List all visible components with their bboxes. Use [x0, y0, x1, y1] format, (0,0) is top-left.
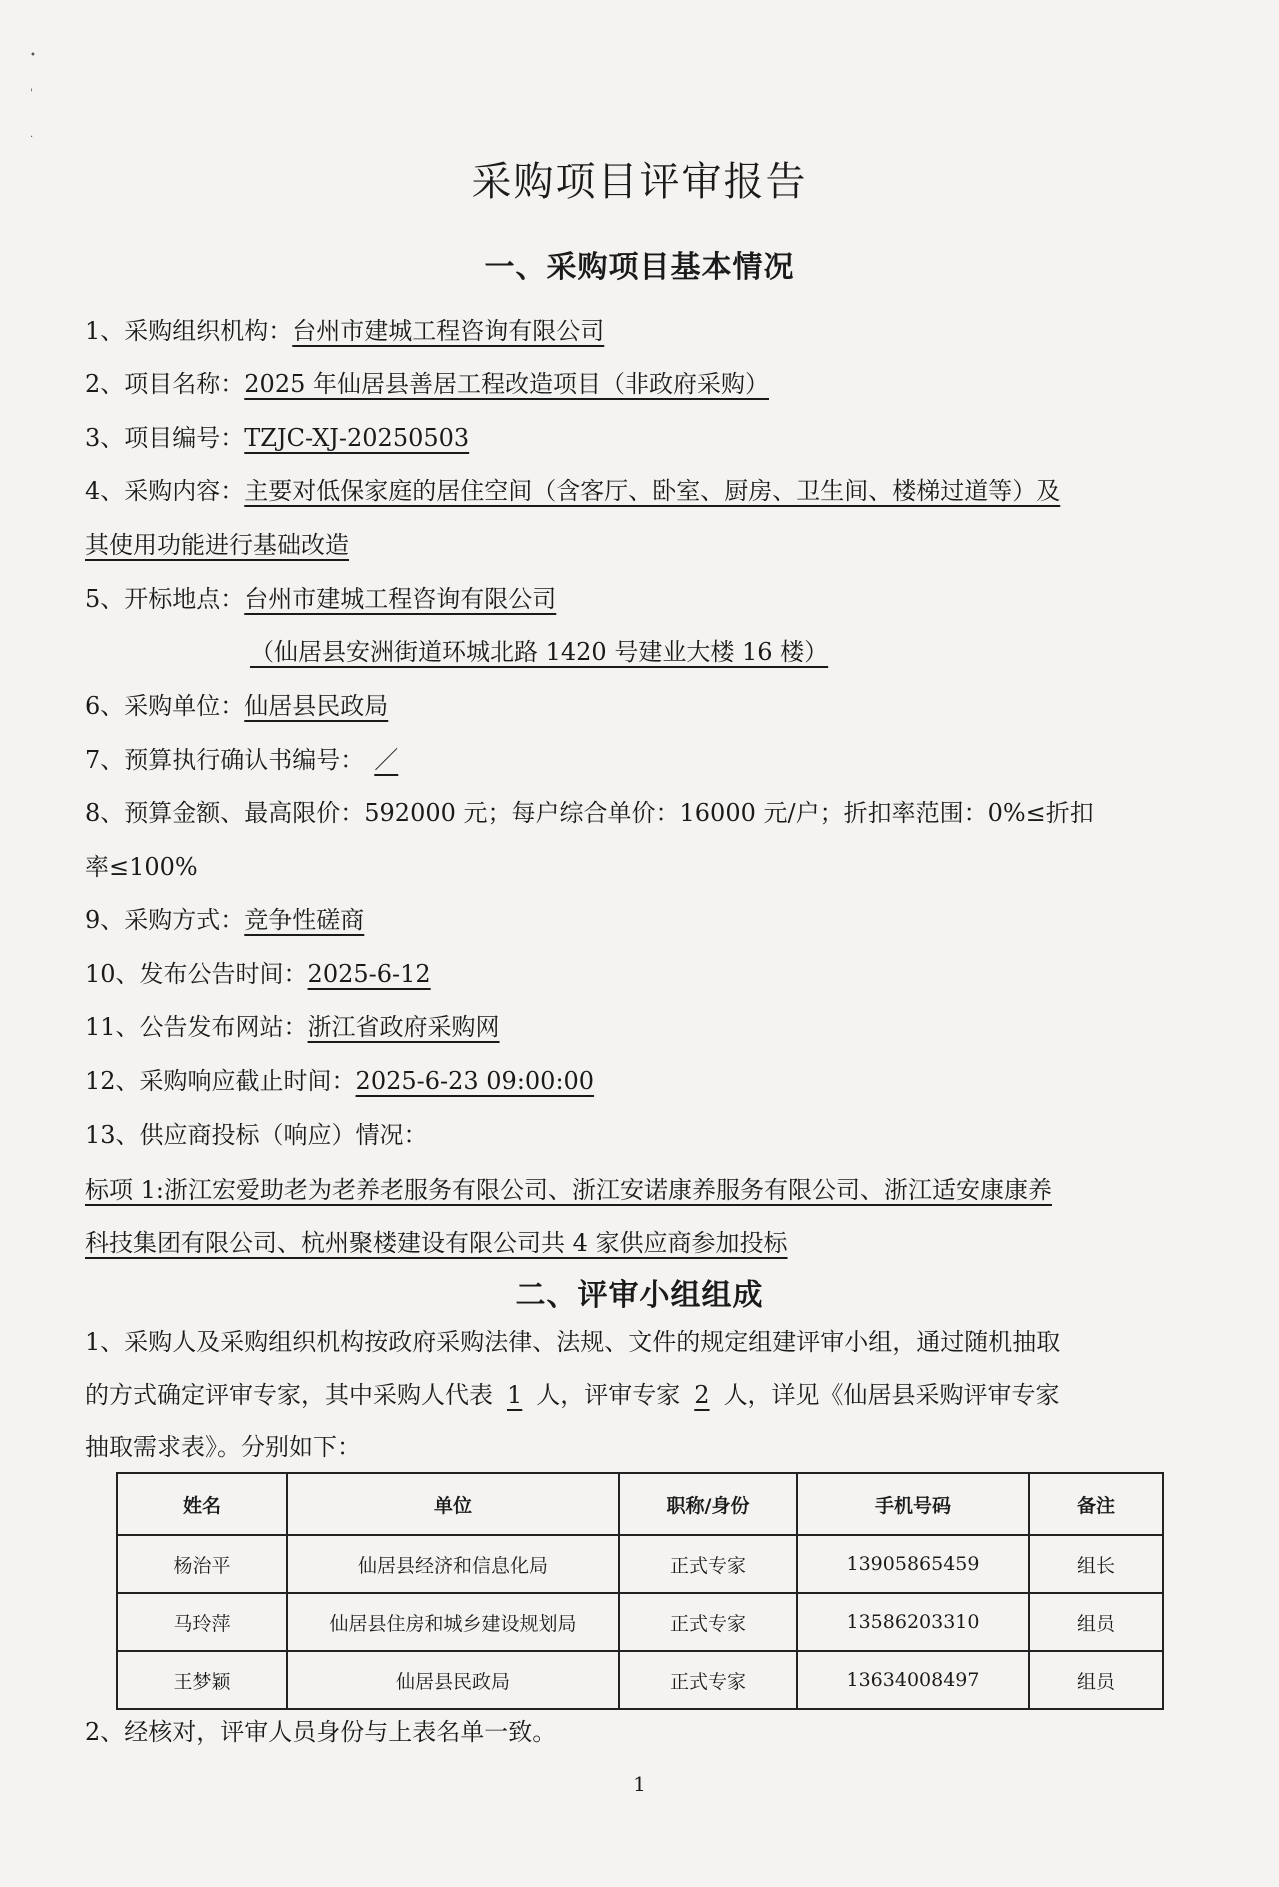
rep-count: 1 [507, 1381, 523, 1409]
text-segment: 人，评审专家 [536, 1381, 681, 1409]
item-6 [85, 686, 388, 721]
item-value: 台州市建城工程咨询有限公司 [292, 317, 605, 345]
scan-mark: • [30, 50, 36, 61]
cell-note: 组长 [1029, 1535, 1163, 1593]
item-8-cont [85, 847, 198, 882]
item-value: 浙江省政府采购网 [307, 1013, 500, 1041]
item-13-value [85, 1170, 1052, 1205]
cell-unit: 仙居县住房和城乡建设规划局 [287, 1593, 619, 1651]
item-value: ／ [374, 746, 399, 774]
item-value: 2025-6-12 [307, 960, 431, 988]
item-label: 4、采购内容： [85, 477, 245, 505]
scan-mark: · [30, 132, 34, 143]
table-row [117, 1651, 1163, 1709]
item-label: 13、供应商投标（响应）情况： [85, 1121, 428, 1149]
item-4-cont [85, 525, 349, 560]
col-header-phone: 手机号码 [797, 1473, 1029, 1535]
item-label: 3、项目编号： [85, 424, 245, 452]
cell-name: 杨治平 [117, 1535, 287, 1593]
item-value: 仙居县民政局 [244, 692, 389, 720]
item-label: 9、采购方式： [85, 906, 245, 934]
item-5-cont [250, 632, 828, 667]
item-label: 6、采购单位： [85, 692, 245, 720]
cell-phone: 13586203310 [797, 1593, 1029, 1651]
cell-title: 正式专家 [619, 1651, 797, 1709]
item-value: 2025-6-23 09:00:00 [355, 1067, 595, 1095]
item-9 [85, 900, 364, 935]
item-label: 7、预算执行确认书编号： [85, 746, 365, 774]
item-value: 台州市建城工程咨询有限公司 [244, 585, 557, 613]
item-1 [85, 311, 604, 346]
item-10 [85, 954, 431, 989]
scan-mark: ' [30, 88, 33, 99]
item-7 [85, 740, 408, 775]
col-header-unit: 单位 [287, 1473, 619, 1535]
item-value: 2025 年仙居县善居工程改造项目（非政府采购） [244, 370, 769, 398]
cell-name: 马玲萍 [117, 1593, 287, 1651]
col-header-title: 职称/身份 [619, 1473, 797, 1535]
item-label: 5、开标地点： [85, 585, 245, 613]
cell-note: 组员 [1029, 1651, 1163, 1709]
item-value: 竞争性磋商 [244, 906, 365, 934]
item-13 [85, 1115, 428, 1150]
section2-heading: 二、评审小组组成 [515, 1278, 764, 1313]
item-label: 8、预算金额、最高限价：592000 元；每户综合单价：16000 元/户；折扣率范围：0%≤折扣 [85, 799, 1094, 827]
item-value: TZJC-XJ-20250503 [244, 424, 470, 452]
item-value-cont: 其使用功能进行基础改造 [85, 531, 349, 559]
item-2 [85, 364, 769, 399]
text-segment: 人，详见《仙居县采购评审专家 [723, 1381, 1060, 1409]
cell-unit: 仙居县经济和信息化局 [287, 1535, 619, 1593]
item-8 [85, 793, 1094, 828]
item-label: 1、采购组织机构： [85, 317, 293, 345]
cell-name: 王梦颖 [117, 1651, 287, 1709]
item-label-cont: 率≤100% [85, 853, 198, 881]
cell-note: 组员 [1029, 1593, 1163, 1651]
item-value: 标项 1:浙江宏爱助老为老养老服务有限公司、浙江安诺康养服务有限公司、浙江适安康康养 [85, 1176, 1052, 1204]
col-header-note: 备注 [1029, 1473, 1163, 1535]
table-header-row [117, 1473, 1163, 1535]
item-5 [85, 579, 556, 614]
cell-phone: 13905865459 [797, 1535, 1029, 1593]
item-label: 2、项目名称： [85, 370, 245, 398]
section2-para1-line3: 抽取需求表》。分别如下： [85, 1433, 361, 1461]
cell-title: 正式专家 [619, 1535, 797, 1593]
section2-para2: 2、经核对，评审人员身份与上表名单一致。 [85, 1718, 557, 1746]
cell-title: 正式专家 [619, 1593, 797, 1651]
document-title: 采购项目评审报告 [471, 159, 808, 205]
item-12 [85, 1061, 594, 1096]
section1-heading: 一、采购项目基本情况 [484, 250, 795, 285]
table-row [117, 1535, 1163, 1593]
item-label: 10、发布公告时间： [85, 960, 308, 988]
expert-table [116, 1472, 1164, 1710]
item-4 [85, 471, 1060, 506]
item-label: 12、采购响应截止时间： [85, 1067, 356, 1095]
item-value: 主要对低保家庭的居住空间（含客厅、卧室、厨房、卫生间、楼梯过道等）及 [244, 477, 1061, 505]
item-value-cont: 科技集团有限公司、杭州聚楼建设有限公司共 4 家供应商参加投标 [85, 1229, 788, 1257]
text-segment: 的方式确定评审专家，其中采购人代表 [85, 1381, 493, 1409]
item-label: 11、公告发布网站： [85, 1013, 308, 1041]
col-header-name: 姓名 [117, 1473, 287, 1535]
expert-count: 2 [694, 1381, 710, 1409]
page-number: 1 [633, 1772, 646, 1796]
section2-para1-line2 [85, 1375, 1060, 1410]
item-3 [85, 418, 469, 453]
section2-para1-line1: 1、采购人及采购组织机构按政府采购法律、法规、文件的规定组建评审小组，通过随机抽取 [85, 1328, 1061, 1356]
table-row [117, 1593, 1163, 1651]
item-13-value-cont [85, 1223, 788, 1258]
item-11 [85, 1007, 500, 1042]
cell-phone: 13634008497 [797, 1651, 1029, 1709]
item-value-cont: （仙居县安洲街道环城北路 1420 号建业大楼 16 楼） [250, 638, 829, 666]
cell-unit: 仙居县民政局 [287, 1651, 619, 1709]
